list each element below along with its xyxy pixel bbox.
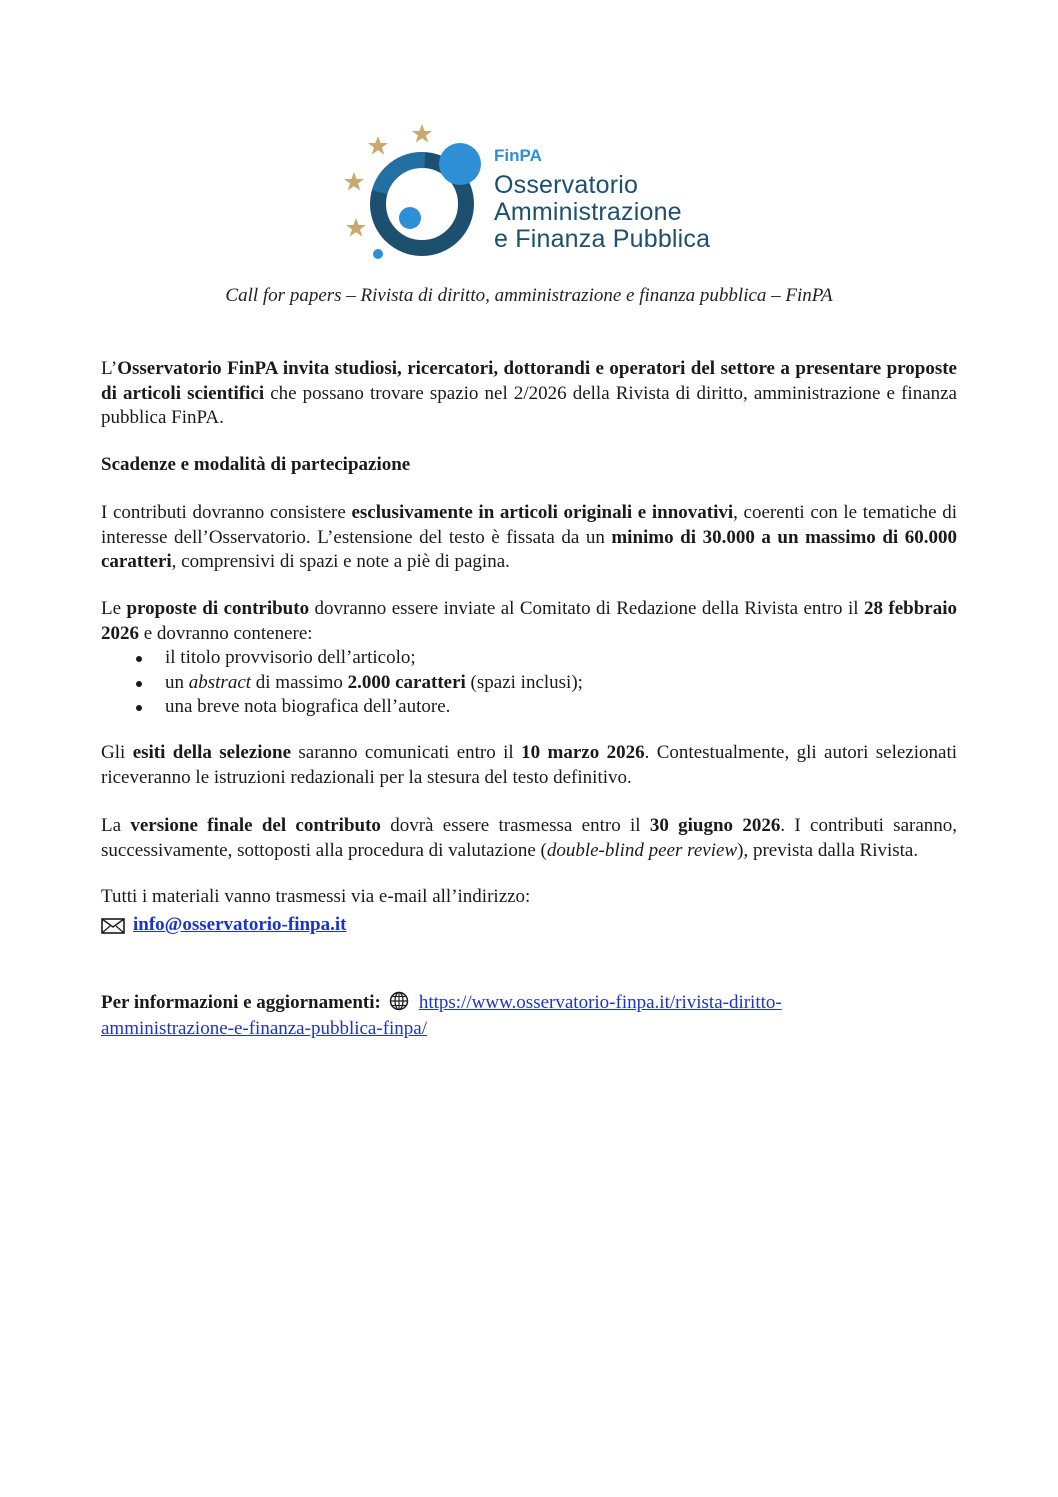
logo-line-1: Osservatorio — [494, 171, 639, 199]
contributi-paragraph — [101, 501, 957, 575]
logo-star — [368, 136, 388, 155]
intro-text: L’ — [101, 358, 118, 379]
contributi-text: , coerenti con le tematiche di interesse dell’Osservatorio. L’estensione del testo è fissata da un — [101, 502, 957, 548]
document-subtitle: Call for papers – Rivista di diritto, amministrazione e finanza pubblica – FinPA — [225, 285, 833, 306]
intro-bold: Osservatorio FinPA invita studiosi, ricercatori, dottorandi e operatori del settore a presentare proposte di articoli scientifici — [101, 358, 957, 404]
requirements-list — [101, 646, 957, 720]
versione-bold: 30 giugno 2026 — [649, 815, 781, 836]
esiti-paragraph — [101, 741, 957, 790]
logo-small-dot — [373, 249, 383, 259]
info-url-line-2: amministrazione-e-finanza-pubblica-finpa/ — [101, 1018, 428, 1039]
materiali-paragraph: Tutti i materiali vanno trasmessi via e-mail all’indirizzo: — [101, 886, 531, 907]
contributi-bold: minimo di 30.000 a un massimo di 60.000 caratteri — [101, 526, 957, 572]
list-item-text: il titolo provvisorio dell’articolo; — [165, 647, 416, 668]
proposte-span: Le — [101, 598, 127, 619]
logo-star — [344, 172, 364, 191]
logo-line-2: Amministrazione — [494, 198, 682, 226]
logo-brand: FinPA — [494, 146, 542, 165]
esiti-text: saranno comunicati entro il — [291, 742, 522, 763]
logo-star — [346, 218, 366, 237]
contributi-text: , comprensivi di spazi e note a piè di pagina. — [171, 551, 510, 572]
info-url-line-1: https://www.osservatorio-finpa.it/rivista-diritto- — [418, 992, 782, 1013]
proposte-span: dovranno essere inviate al Comitato di Redazione della Rivista entro il — [309, 598, 864, 619]
list-item-text: una breve nota biografica dell’autore. — [165, 696, 451, 717]
logo-big-dot — [439, 143, 481, 185]
versione-text: La — [101, 815, 131, 836]
list-item-bold: 2.000 caratteri — [347, 671, 466, 693]
intro-text: che possano trovare spazio nel 2/2026 della Rivista di diritto, amministrazione e finanza pubblica FinPA. — [101, 382, 957, 428]
list-item — [101, 646, 957, 671]
info-block — [101, 990, 957, 1042]
list-item-text: (spazi inclusi); — [465, 671, 583, 693]
logo-wordmark — [494, 146, 710, 253]
logo-line-3: e Finanza Pubblica — [494, 225, 711, 253]
proposte-paragraph — [101, 597, 957, 720]
proposte-text — [101, 597, 957, 646]
section-heading — [101, 453, 957, 478]
finpa-logo — [338, 118, 728, 268]
list-item — [101, 671, 957, 696]
list-item-text: un — [165, 671, 189, 693]
versione-italic: double-blind peer review — [546, 839, 738, 861]
contributi-text: I contributi dovranno consistere — [101, 502, 352, 523]
proposte-bold: proposte di contributo — [126, 598, 310, 619]
section-heading-text: Scadenze e modalità di partecipazione — [101, 454, 411, 475]
envelope-icon — [101, 917, 125, 933]
versione-bold: versione finale del contributo — [130, 815, 381, 836]
globe-icon — [389, 991, 409, 1011]
logo-star — [412, 124, 432, 143]
list-item-italic: abstract — [188, 671, 252, 693]
esiti-text: Gli — [101, 742, 133, 763]
list-item-text: di massimo — [251, 671, 348, 693]
proposte-bold: 28 febbraio 2026 — [101, 598, 957, 644]
versione-paragraph — [101, 814, 957, 863]
versione-text: ), prevista dalla Rivista. — [737, 839, 919, 861]
intro-paragraph — [101, 357, 957, 431]
email-row — [101, 913, 346, 937]
esiti-text: . Contestualmente, gli autori selezionati riceveranno le istruzioni redazionali per la stesura del testo definitivo. — [101, 742, 958, 788]
list-item — [101, 695, 957, 720]
info-label: Per informazioni e aggiornamenti: — [101, 992, 381, 1013]
contributi-bold: esclusivamente in articoli originali e innovativi — [351, 502, 734, 523]
email-link[interactable]: info@osservatorio-finpa.it — [133, 914, 347, 935]
logo-emblem — [338, 118, 498, 268]
proposte-span: e dovranno contenere: — [139, 622, 313, 644]
versione-text: dovrà essere trasmessa entro il — [380, 815, 650, 836]
esiti-bold: esiti della selezione — [132, 742, 292, 763]
versione-text: . I contributi saranno, successivamente, sottoposti alla procedura di valutazione ( — [101, 815, 958, 861]
esiti-bold: 10 marzo 2026 — [521, 742, 645, 763]
logo-inner-dot — [399, 207, 421, 229]
